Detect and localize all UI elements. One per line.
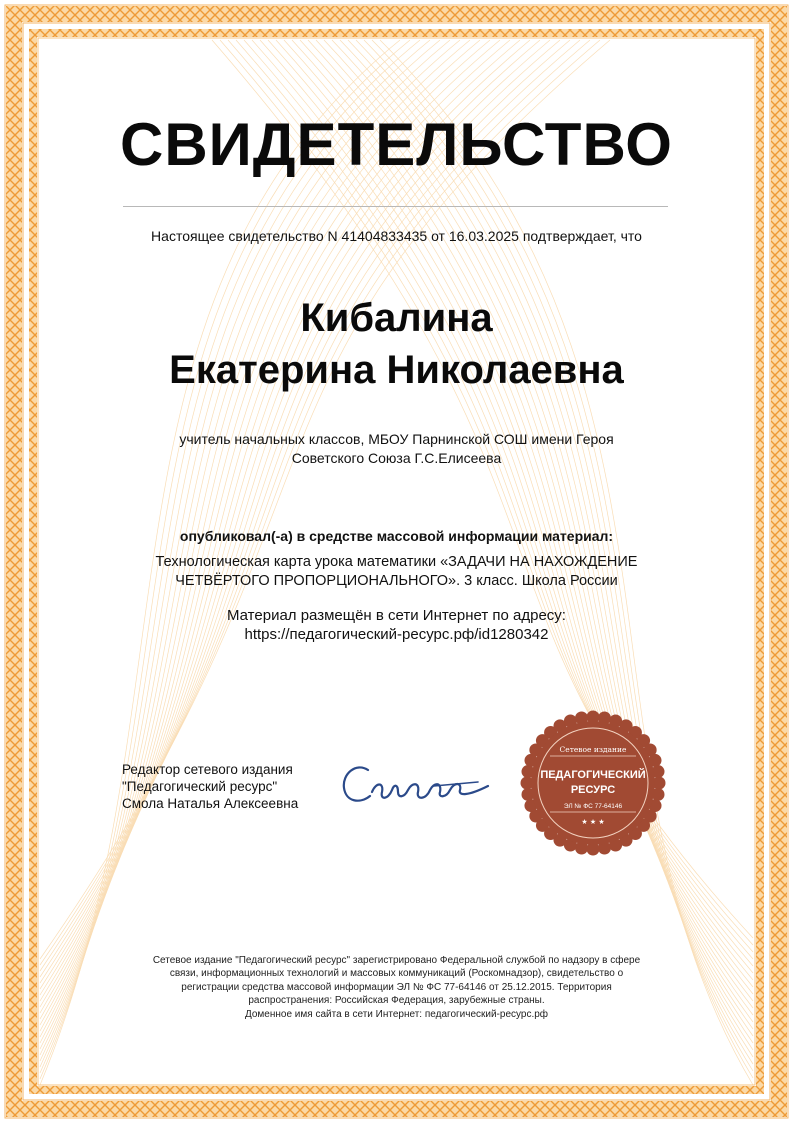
editor-publication: "Педагогический ресурс"	[122, 779, 278, 794]
title-divider	[123, 206, 668, 207]
footer-line-2: связи, информационных технологий и массовых коммуникаций (Роскомнадзор), свидетельство о	[169, 968, 624, 980]
editor-name: Смола Наталья Алексеевна	[122, 796, 299, 811]
position-line-1: учитель начальных классов, МБОУ Парнинской СОШ имени Героя	[179, 431, 614, 447]
material-title	[120, 553, 673, 591]
material-line-2: ЧЕТВЁРТОГО ПРОПОРЦИОНАЛЬНОГО». 3 класс. Школа России	[175, 573, 618, 589]
editor-signature	[338, 752, 498, 822]
footer-legal-text	[125, 954, 668, 1021]
recipient-given-names: Екатерина Николаевна	[169, 348, 624, 392]
footer-line-3: регистрации средства массовой информации ЭЛ № ФС 77-64146 от 25.12.2015. Территория	[181, 981, 612, 993]
seal-name-line-2: РЕСУРС	[570, 784, 616, 796]
material-url-block	[0, 606, 793, 644]
position-line-2: Советского Союза Г.С.Елисеева	[291, 450, 502, 466]
seal-top-text: Сетевое издание	[559, 745, 627, 754]
recipient-position	[130, 430, 663, 468]
recipient-surname: Кибалина	[300, 296, 493, 340]
certificate-intro: Настоящее свидетельство N 41404833435 от 16.03.2025 подтверждает, что	[151, 228, 642, 244]
certificate-title: СВИДЕТЕЛЬСТВО	[120, 111, 673, 178]
material-line-1: Технологическая карта урока математики «ЗАДАЧИ НА НАХОЖДЕНИЕ	[155, 554, 638, 570]
editor-info	[122, 761, 342, 812]
recipient-name	[0, 292, 793, 396]
footer-line-1: Сетевое издание "Педагогический ресурс" зарегистрировано Федеральной службой по надзору в сфере	[152, 955, 641, 966]
footer-line-4: распространения: Российская Федерация, зарубежные страны.	[248, 995, 545, 1007]
publisher-seal	[518, 708, 668, 858]
published-heading: опубликовал(-а) в средстве массовой информации материал:	[179, 528, 614, 544]
url-label: Материал размещён в сети Интернет по адресу:	[227, 607, 566, 624]
editor-title: Редактор сетевого издания	[122, 762, 293, 777]
seal-stars: ★ ★ ★	[581, 818, 605, 826]
material-url: https://педагогический-ресурс.рф/id1280342	[244, 626, 549, 643]
seal-name-line-1: ПЕДАГОГИЧЕСКИЙ	[540, 769, 646, 781]
seal-registration: ЭЛ № ФС 77-64146	[563, 803, 623, 810]
footer-line-5: Доменное имя сайта в сети Интернет: педагогический-ресурс.рф	[244, 1008, 549, 1020]
